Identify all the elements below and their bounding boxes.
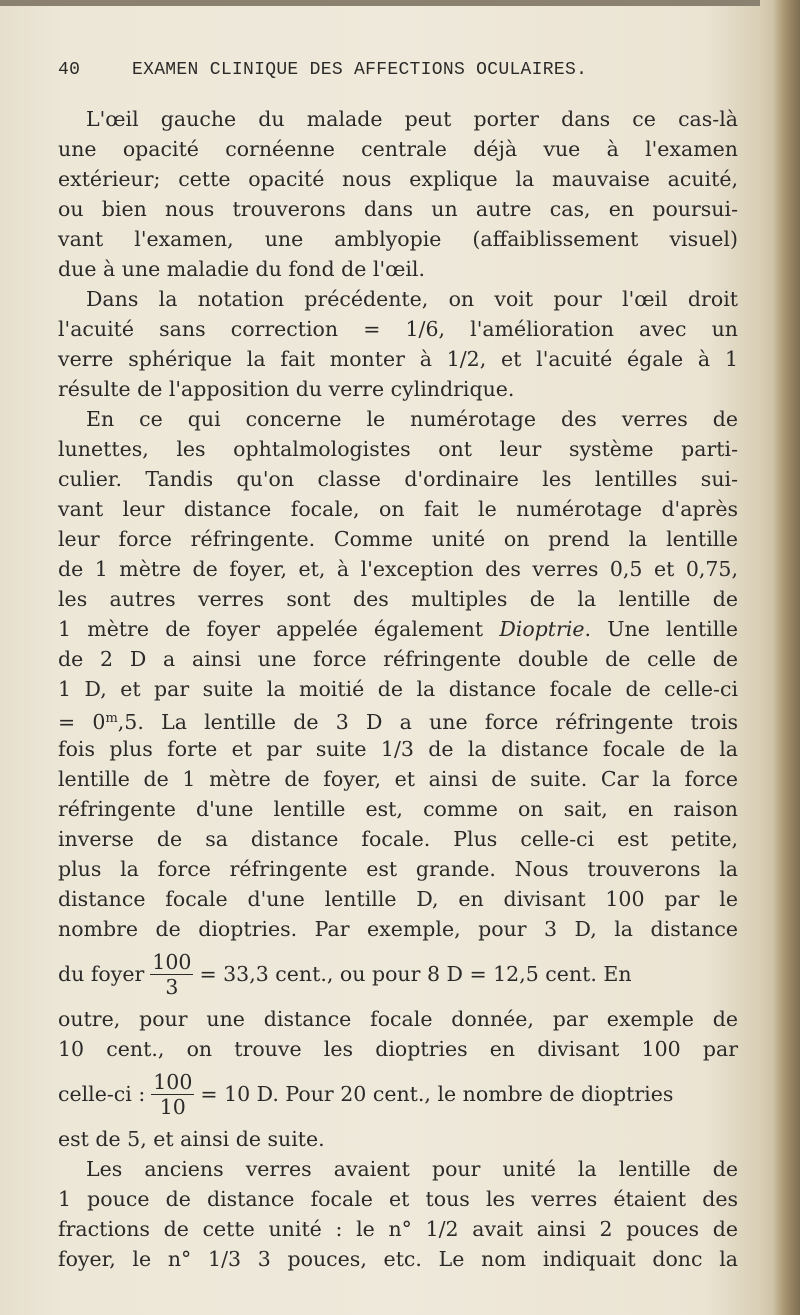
italic-term: Dioptrie — [499, 617, 585, 641]
text-line: les autres verres sont des multiples de la lentille de — [58, 587, 738, 611]
text-line: une opacité cornéenne centrale déjà vue à l'examen — [58, 137, 738, 161]
text-line: nombre de dioptries. Par exemple, pour 3 D, la distance — [58, 917, 738, 941]
text-line: verre sphérique la fait monter à 1/2, et l'acuité égale à 1 — [58, 347, 738, 371]
text-line: résulte de l'apposition du verre cylindrique. — [58, 377, 515, 401]
text-segment: ,5. La lentille de 3 D a une force réfringente trois — [117, 710, 738, 734]
formula-line — [58, 944, 738, 1004]
running-title: EXAMEN CLINIQUE DES AFFECTIONS OCULAIRES. — [132, 60, 588, 80]
text-line: réfringente d'une lentille est, comme on sait, en raison — [58, 797, 738, 821]
fraction-numerator: 100 — [152, 949, 192, 974]
text-line: ou bien nous trouverons dans un autre cas, en poursui- — [58, 197, 738, 221]
text-line: fractions de cette unité : le n° 1/2 avait ainsi 2 pouces de — [58, 1217, 738, 1241]
superscript: m — [105, 711, 118, 726]
text-line: distance focale d'une lentille D, en divisant 100 par le — [58, 887, 738, 911]
text-line: Les anciens verres avaient pour unité la lentille de — [86, 1157, 738, 1181]
text-line: lentille de 1 mètre de foyer, et ainsi de suite. Car la force — [58, 767, 738, 791]
body-text — [58, 104, 738, 1274]
text-line: 1 D, et par suite la moitié de la distance focale de celle-ci — [58, 677, 738, 701]
text-line: outre, pour une distance focale donnée, par exemple de — [58, 1007, 738, 1031]
text-segment: = 10 D. Pour 20 cent., le nombre de dioptries — [200, 1082, 674, 1106]
text-line: foyer, le n° 1/3 3 pouces, etc. Le nom indiquait donc la — [58, 1247, 738, 1271]
text-line: En ce qui concerne le numérotage des verres de — [86, 407, 738, 431]
text-line: plus la force réfringente est grande. Nous trouverons la — [58, 857, 738, 881]
text-line: de 2 D a ainsi une force réfringente double de celle de — [58, 647, 738, 671]
text-segment: celle-ci : — [58, 1082, 146, 1106]
text-line: Dans la notation précédente, on voit pour l'œil droit — [86, 287, 738, 311]
text-line: lunettes, les ophtalmologistes ont leur système parti- — [58, 437, 738, 461]
text-line — [58, 614, 738, 644]
text-line: vant l'examen, une amblyopie (affaiblissement visuel) — [58, 227, 738, 251]
text-line: L'œil gauche du malade peut porter dans ce cas-là — [86, 107, 738, 131]
text-line: extérieur; cette opacité nous explique la mauvaise acuité, — [58, 167, 738, 191]
text-line: vant leur distance focale, on fait le numérotage d'après — [58, 497, 738, 521]
text-line: est de 5, et ainsi de suite. — [58, 1127, 325, 1151]
top-rule — [0, 0, 760, 6]
text-segment: . Une lentille — [584, 617, 738, 641]
fraction-numerator: 100 — [153, 1069, 193, 1094]
text-line: culier. Tandis qu'on classe d'ordinaire les lentilles sui- — [58, 467, 738, 491]
text-line — [58, 704, 738, 734]
text-segment: = 0 — [58, 710, 106, 734]
fraction — [151, 1070, 194, 1119]
text-segment: du foyer — [58, 962, 145, 986]
text-line: fois plus forte et par suite 1/3 de la distance focale de la — [58, 737, 738, 761]
fraction-denominator: 3 — [165, 974, 179, 999]
text-line: 10 cent., on trouve les dioptries en divisant 100 par — [58, 1037, 738, 1061]
text-line: due à une maladie du fond de l'œil. — [58, 257, 426, 281]
page-number: 40 — [58, 60, 81, 80]
text-segment: = 33,3 cent., ou pour 8 D = 12,5 cent. En — [199, 962, 632, 986]
fraction-denominator: 10 — [159, 1094, 186, 1119]
text-line: 1 pouce de distance focale et tous les verres étaient des — [58, 1187, 738, 1211]
running-header — [58, 60, 738, 80]
text-segment: 1 mètre de foyer appelée également — [58, 617, 484, 641]
page-edge-shadow — [774, 0, 800, 1315]
text-line: inverse de sa distance focale. Plus celle-ci est petite, — [58, 827, 738, 851]
text-line: leur force réfringente. Comme unité on prend la lentille — [58, 527, 738, 551]
fraction — [150, 950, 193, 999]
text-line: de 1 mètre de foyer, et, à l'exception des verres 0,5 et 0,75, — [58, 557, 738, 581]
text-line: l'acuité sans correction = 1/6, l'amélioration avec un — [58, 317, 738, 341]
formula-line — [58, 1064, 738, 1124]
